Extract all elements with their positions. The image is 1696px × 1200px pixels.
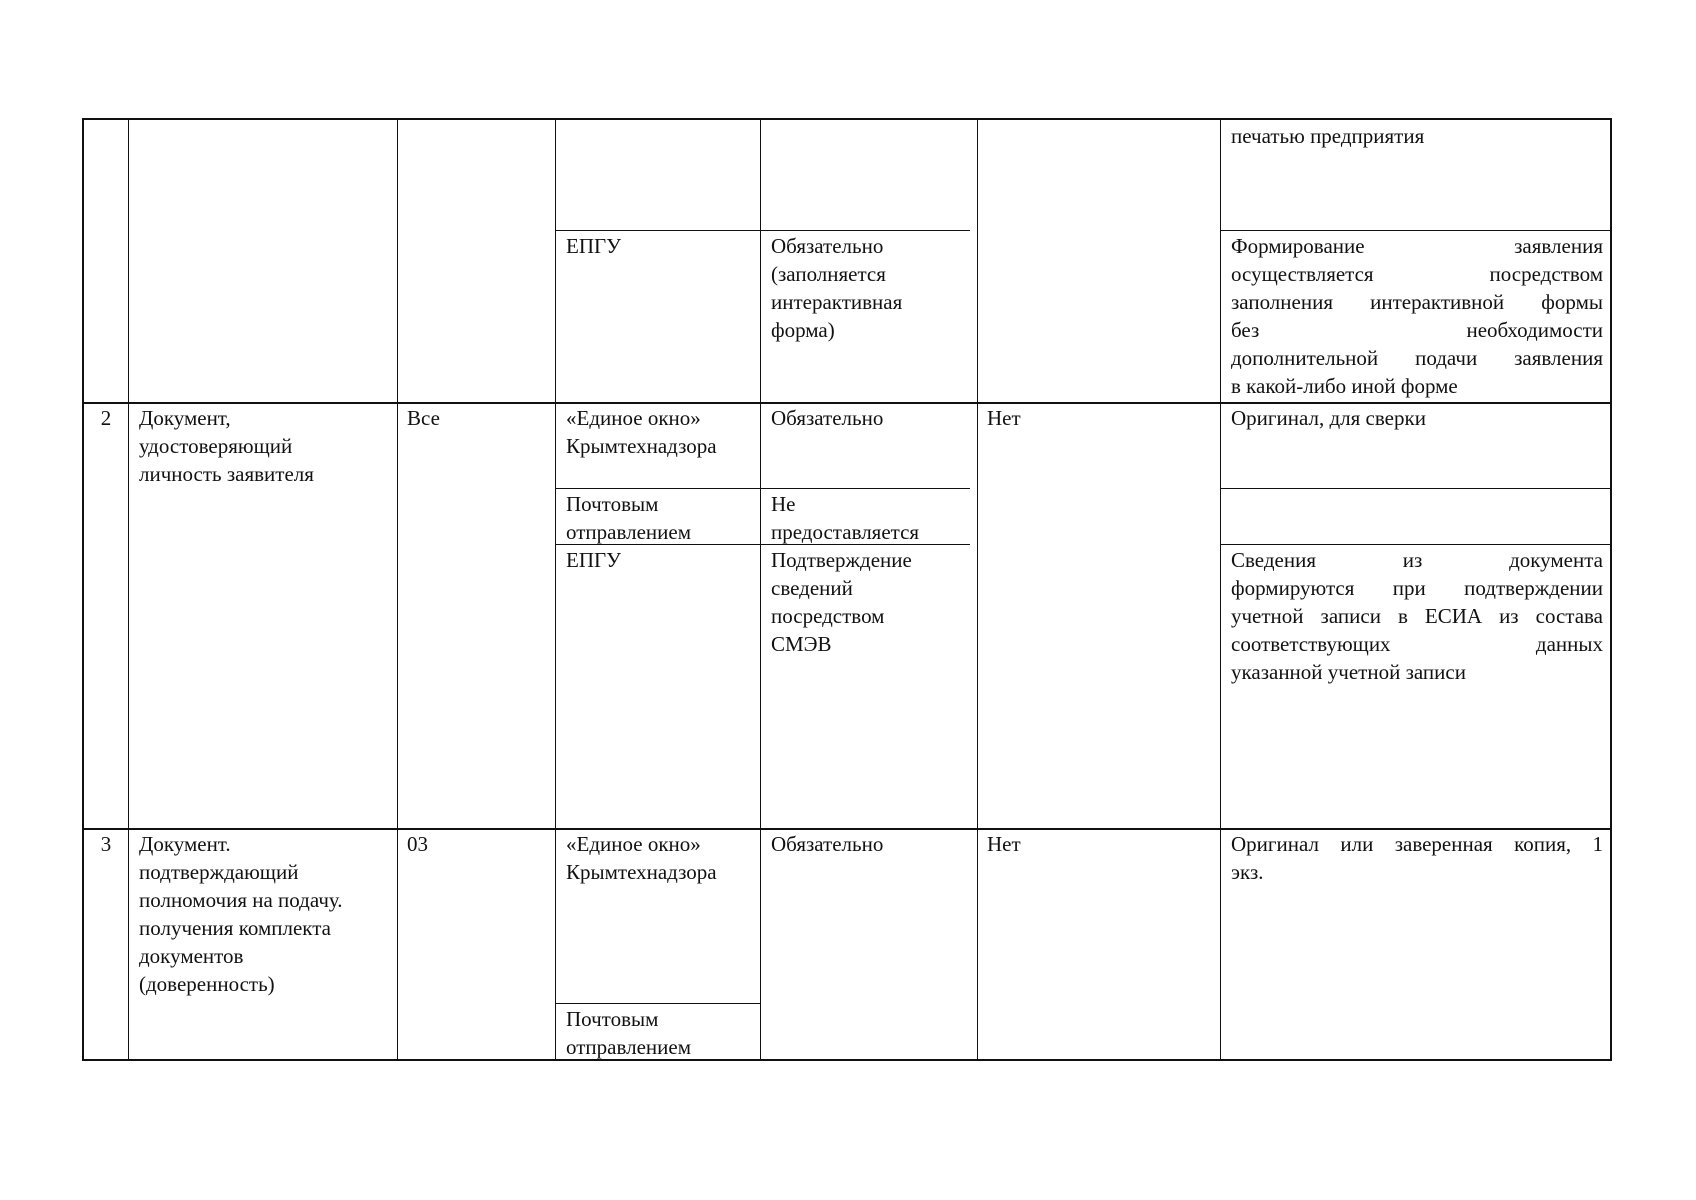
channel-cell	[566, 490, 756, 546]
document-line: удостоверяющий	[139, 434, 293, 458]
requirement-cell: Обязательно	[771, 832, 884, 856]
channel-line: отправлением	[566, 520, 691, 544]
row-divider	[1220, 230, 1610, 231]
note-cell	[1231, 232, 1603, 400]
requirement-line: (заполняется	[771, 262, 886, 286]
note-line: учетной записи в ЕСИА из состава	[1231, 604, 1603, 628]
requirement-line: СМЭВ	[771, 632, 832, 656]
row-divider	[1220, 544, 1610, 545]
note-line: дополнительной подачи заявления	[1231, 346, 1603, 370]
requirement-cell	[771, 490, 966, 546]
requirement-line: Обязательно	[771, 406, 884, 430]
row-divider	[555, 1003, 760, 1004]
channel-cell	[566, 830, 756, 886]
document-line: Документ,	[139, 406, 231, 430]
requirement-cell	[771, 404, 966, 432]
table-left-border	[82, 118, 84, 1061]
requirement-cell	[771, 546, 966, 658]
requirement-line: сведений	[771, 576, 853, 600]
note-line: формируются при подтверждении	[1231, 576, 1603, 600]
document-line: полномочия на подачу.	[139, 888, 343, 912]
column-divider	[555, 118, 556, 1061]
document-name-cell	[139, 830, 394, 998]
requirement-line: интерактивная	[771, 290, 903, 314]
document-line: документов	[139, 944, 244, 968]
note-line: без необходимости	[1231, 318, 1603, 342]
requirement-line: посредством	[771, 604, 885, 628]
requirement-line: предоставляется	[771, 520, 920, 544]
channel-cell	[566, 1005, 756, 1061]
requirement-cell	[771, 232, 966, 344]
note-line: Оригинал или заверенная копия, 1	[1231, 832, 1603, 856]
note-line: Оригинал, для сверки	[1231, 406, 1426, 430]
column-divider	[1220, 118, 1221, 1061]
channel-line: отправлением	[566, 1035, 691, 1059]
note-line: Формирование заявления	[1231, 234, 1603, 258]
category-cell: Все	[407, 406, 440, 430]
requirement-line: Подтверждение	[771, 548, 912, 572]
column-divider	[977, 118, 978, 1061]
table-right-border	[1610, 118, 1612, 1061]
channel-text: ЕПГУ	[566, 234, 622, 258]
note-line: соответствующих данных	[1231, 632, 1603, 656]
note-line: осуществляется посредством	[1231, 262, 1603, 286]
row-number: 3	[100, 832, 112, 856]
table-bottom-border	[82, 1059, 1610, 1061]
row-number: 2	[100, 406, 112, 430]
column-divider	[128, 118, 129, 1061]
provision-cell: Нет	[987, 406, 1021, 430]
column-divider	[397, 118, 398, 1061]
channel-line: «Единое окно»	[566, 406, 701, 430]
note-line: экз.	[1231, 860, 1264, 884]
channel-line: Крымтехнадзора	[566, 434, 717, 458]
note-cell	[1231, 830, 1603, 886]
document-line: личность заявителя	[139, 462, 314, 486]
document-line: (доверенность)	[139, 972, 275, 996]
column-divider	[760, 118, 761, 1061]
channel-cell	[566, 546, 756, 574]
table-top-border	[82, 118, 1610, 120]
document-line: Документ.	[139, 832, 231, 856]
note-line: Сведения из документа	[1231, 548, 1603, 572]
requirement-line: Не	[771, 492, 796, 516]
channel-line: ЕПГУ	[566, 548, 622, 572]
note-text: печатью предприятия	[1231, 124, 1425, 148]
channel-line: Крымтехнадзора	[566, 860, 717, 884]
row-divider	[1220, 488, 1610, 489]
requirement-line: Обязательно	[771, 234, 884, 258]
note-line: заполнения интерактивной формы	[1231, 290, 1603, 314]
note-cell	[1231, 404, 1603, 432]
provision-cell: Нет	[987, 832, 1021, 856]
note-cell	[1231, 546, 1603, 686]
row-divider	[555, 230, 970, 231]
note-cell	[1231, 122, 1601, 150]
note-line: в какой-либо иной форме	[1231, 374, 1458, 398]
document-line: получения комплекта	[139, 916, 331, 940]
channel-cell	[566, 232, 751, 260]
channel-line: Почтовым	[566, 492, 659, 516]
document-line: подтверждающий	[139, 860, 299, 884]
channel-line: Почтовым	[566, 1007, 659, 1031]
channel-line: «Единое окно»	[566, 832, 701, 856]
requirement-line: форма)	[771, 318, 835, 342]
note-line: указанной учетной записи	[1231, 660, 1466, 684]
category-cell: 03	[407, 832, 428, 856]
channel-cell	[566, 404, 756, 460]
row-divider	[555, 488, 970, 489]
document-name-cell	[139, 404, 389, 488]
